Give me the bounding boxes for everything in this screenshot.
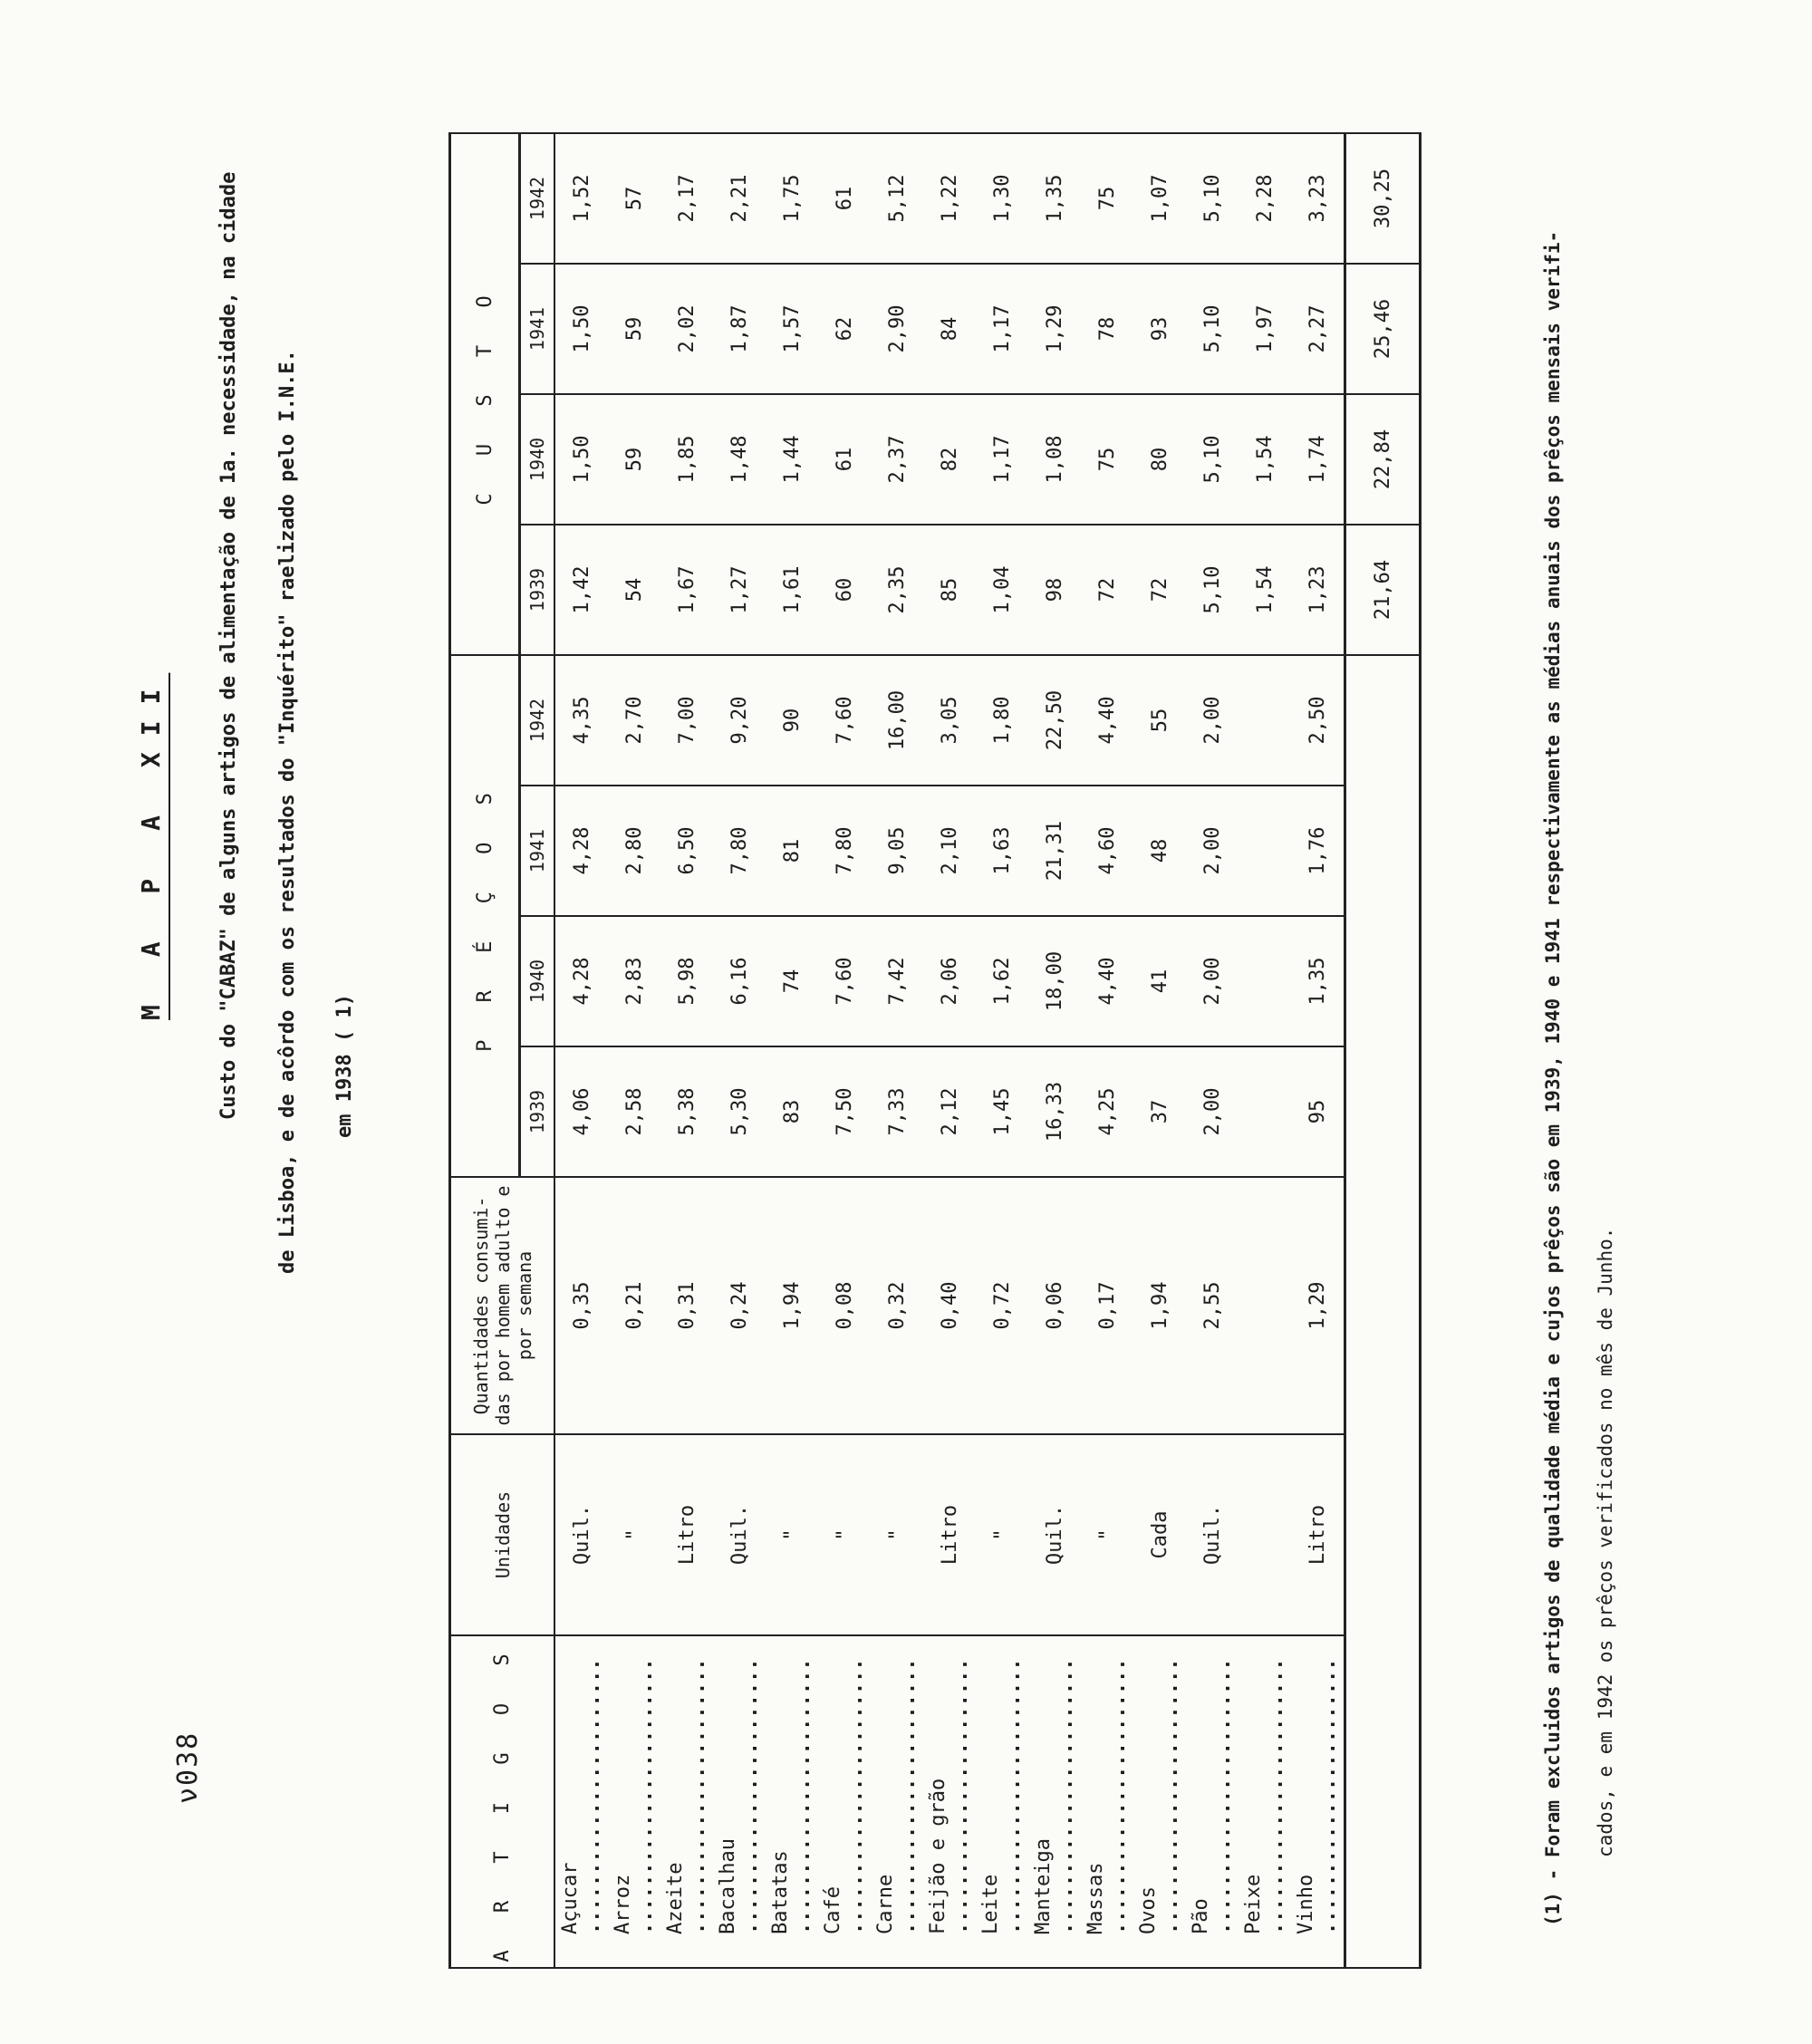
cell-quantidade: 0,40	[923, 1177, 976, 1434]
cell-quantidade: 1,94	[1133, 1177, 1186, 1434]
header-preco-year: 1942	[520, 655, 555, 786]
cell-custo: 60	[818, 525, 871, 655]
header-custo-year: 1942	[520, 133, 555, 264]
cell-custo: 1,54	[1239, 394, 1291, 525]
cell-artigo: Açucar .....	[554, 1635, 608, 1968]
cell-preco: 1,80	[976, 655, 1028, 786]
cell-custo: 2,90	[871, 264, 923, 394]
cell-quantidade: 0,06	[1028, 1177, 1081, 1434]
cell-preco: 95	[1291, 1046, 1345, 1177]
table-row	[923, 133, 976, 1968]
cell-artigo: Ovos .....	[1133, 1635, 1186, 1968]
cell-custo: 72	[1133, 525, 1186, 655]
cell-custo: 1,48	[713, 394, 766, 525]
cell-preco: 4,60	[1081, 786, 1133, 916]
cell-quantidade: 0,32	[871, 1177, 923, 1434]
cell-custo: 1,85	[660, 394, 713, 525]
header-preco-year: 1940	[520, 916, 555, 1046]
cell-custo: 1,57	[766, 264, 818, 394]
cell-custo: 1,08	[1028, 394, 1081, 525]
cell-custo: 1,50	[554, 394, 608, 525]
cell-preco: 16,00	[871, 655, 923, 786]
cell-preco: 2,10	[923, 786, 976, 916]
totals-row	[1345, 133, 1421, 1968]
cell-quantidade: 0,17	[1081, 1177, 1133, 1434]
cell-custo: 1,44	[766, 394, 818, 525]
cell-unidade: Quil.	[713, 1434, 766, 1635]
cell-preco: 6,50	[660, 786, 713, 916]
cell-custo: 1,04	[976, 525, 1028, 655]
cell-quantidade: 0,35	[554, 1177, 608, 1434]
cell-preco	[1239, 1046, 1291, 1177]
cell-custo: 1,54	[1239, 525, 1291, 655]
cell-preco: 1,35	[1291, 916, 1345, 1046]
cell-preco: 2,00	[1186, 916, 1239, 1046]
cell-unidade: Quil.	[1028, 1434, 1081, 1635]
cell-preco: 4,28	[554, 786, 608, 916]
cell-preco: 6,16	[713, 916, 766, 1046]
cell-custo: 2,02	[660, 264, 713, 394]
cell-artigo: Carne .....	[871, 1635, 923, 1968]
cell-artigo: Feijão e grão .....	[923, 1635, 976, 1968]
header-custo-year: 1941	[520, 264, 555, 394]
cell-preco: 55	[1133, 655, 1186, 786]
table-row	[1028, 133, 1081, 1968]
cell-unidade: Litro	[660, 1434, 713, 1635]
cell-quantidade: 0,08	[818, 1177, 871, 1434]
cell-preco: 2,50	[1291, 655, 1345, 786]
cell-custo: 2,21	[713, 133, 766, 264]
cell-quantidade: 0,21	[608, 1177, 660, 1434]
cell-preco	[1239, 786, 1291, 916]
cell-preco: 41	[1133, 916, 1186, 1046]
cell-artigo: Peixe .....	[1239, 1635, 1291, 1968]
cell-custo: 5,10	[1186, 525, 1239, 655]
cell-preco: 2,12	[923, 1046, 976, 1177]
table-row	[976, 133, 1028, 1968]
header-custo-year: 1939	[520, 525, 555, 655]
cell-preco: 4,35	[554, 655, 608, 786]
cell-preco	[1239, 655, 1291, 786]
cell-preco: 7,80	[713, 786, 766, 916]
cell-preco: 7,80	[818, 786, 871, 916]
cell-custo: 84	[923, 264, 976, 394]
cell-preco: 74	[766, 916, 818, 1046]
table-row	[1081, 133, 1133, 1968]
cell-artigo: Bacalhau .....	[713, 1635, 766, 1968]
cell-preco: 7,00	[660, 655, 713, 786]
cell-artigo: Pão .....	[1186, 1635, 1239, 1968]
cell-preco: 2,06	[923, 916, 976, 1046]
cell-preco: 2,80	[608, 786, 660, 916]
cell-artigo: Azeite .....	[660, 1635, 713, 1968]
cell-unidade: "	[608, 1434, 660, 1635]
cell-unidade: "	[766, 1434, 818, 1635]
cell-custo: 5,12	[871, 133, 923, 264]
cell-custo: 1,67	[660, 525, 713, 655]
cell-custo: 54	[608, 525, 660, 655]
cell-preco: 21,31	[1028, 786, 1081, 916]
cell-custo: 2,37	[871, 394, 923, 525]
cell-preco: 16,33	[1028, 1046, 1081, 1177]
table-row	[1239, 133, 1291, 1968]
cell-unidade: "	[871, 1434, 923, 1635]
cell-preco: 7,60	[818, 916, 871, 1046]
header-preco-year: 1941	[520, 786, 555, 916]
cell-custo: 1,42	[554, 525, 608, 655]
table-row	[766, 133, 818, 1968]
cell-unidade: "	[976, 1434, 1028, 1635]
table-row	[1133, 133, 1186, 1968]
cell-quantidade: 0,72	[976, 1177, 1028, 1434]
cell-custo: 1,50	[554, 264, 608, 394]
cell-preco: 7,33	[871, 1046, 923, 1177]
cell-preco: 2,70	[608, 655, 660, 786]
cell-preco: 1,63	[976, 786, 1028, 916]
cell-custo: 2,27	[1291, 264, 1345, 394]
cell-total-custo: 25,46	[1345, 264, 1421, 394]
cell-custo: 1,35	[1028, 133, 1081, 264]
header-precos: P R É Ç O S	[450, 655, 520, 1177]
cell-custo: 5,10	[1186, 394, 1239, 525]
cell-quantidade	[1239, 1177, 1291, 1434]
cell-preco: 1,76	[1291, 786, 1345, 916]
cell-total-custo: 22,84	[1345, 394, 1421, 525]
cell-custo: 98	[1028, 525, 1081, 655]
cell-custo: 1,17	[976, 394, 1028, 525]
cell-preco: 81	[766, 786, 818, 916]
cell-preco: 18,00	[1028, 916, 1081, 1046]
cabaz-table	[448, 132, 1422, 1969]
cell-preco: 22,50	[1028, 655, 1081, 786]
cell-preco: 4,40	[1081, 655, 1133, 786]
cell-artigo: Café .....	[818, 1635, 871, 1968]
cell-custo: 1,27	[713, 525, 766, 655]
cell-preco: 2,58	[608, 1046, 660, 1177]
cell-preco: 9,20	[713, 655, 766, 786]
cell-custo: 59	[608, 264, 660, 394]
cell-custo: 85	[923, 525, 976, 655]
cell-unidade: "	[1081, 1434, 1133, 1635]
cell-custo: 1,23	[1291, 525, 1345, 655]
cell-total-custo: 21,64	[1345, 525, 1421, 655]
table-row	[713, 133, 766, 1968]
cell-quantidade: 0,31	[660, 1177, 713, 1434]
cell-preco: 2,00	[1186, 1046, 1239, 1177]
page-number: ν038	[172, 1731, 204, 1804]
totals-blank	[1345, 655, 1421, 1968]
cell-preco: 4,25	[1081, 1046, 1133, 1177]
cell-preco: 1,62	[976, 916, 1028, 1046]
cell-custo: 75	[1081, 133, 1133, 264]
cell-custo: 2,17	[660, 133, 713, 264]
cell-preco: 7,42	[871, 916, 923, 1046]
cell-custo: 61	[818, 394, 871, 525]
header-preco-year: 1939	[520, 1046, 555, 1177]
cell-preco: 9,05	[871, 786, 923, 916]
header-artigos: A R T I G O S	[450, 1635, 555, 1968]
cell-quantidade: 1,29	[1291, 1177, 1345, 1434]
header-quantidades: Quantidades consumi- das por homem adulto e por semana	[450, 1177, 555, 1434]
cell-preco: 2,00	[1186, 786, 1239, 916]
table-row	[554, 133, 608, 1968]
cell-unidade: Litro	[923, 1434, 976, 1635]
cell-preco: 48	[1133, 786, 1186, 916]
cell-unidade: Quil.	[554, 1434, 608, 1635]
table-body	[554, 133, 1421, 1968]
footnote-line-2: cados, e em 1942 os prêços verificados no mês de Junho.	[1595, 1227, 1616, 1857]
cell-custo: 2,35	[871, 525, 923, 655]
table-row	[1291, 133, 1345, 1968]
cell-custo: 93	[1133, 264, 1186, 394]
header-custo-year: 1940	[520, 394, 555, 525]
cell-unidade: "	[818, 1434, 871, 1635]
cell-preco: 7,50	[818, 1046, 871, 1177]
cell-preco: 4,28	[554, 916, 608, 1046]
cell-preco: 90	[766, 655, 818, 786]
cell-preco: 4,40	[1081, 916, 1133, 1046]
footnote	[1527, 231, 1632, 1926]
cell-preco: 37	[1133, 1046, 1186, 1177]
cell-artigo: Batatas .....	[766, 1635, 818, 1968]
cell-preco: 2,83	[608, 916, 660, 1046]
cell-custo: 61	[818, 133, 871, 264]
cell-quantidade: 0,24	[713, 1177, 766, 1434]
header-custo: C U S T O	[450, 133, 520, 655]
header-unidades: Unidades	[450, 1434, 555, 1635]
cell-quantidade: 1,94	[766, 1177, 818, 1434]
cell-custo: 5,10	[1186, 133, 1239, 264]
cell-preco: 1,45	[976, 1046, 1028, 1177]
cell-custo: 1,17	[976, 264, 1028, 394]
cell-preco: 2,00	[1186, 655, 1239, 786]
cell-custo: 1,87	[713, 264, 766, 394]
table-row	[871, 133, 923, 1968]
cell-custo: 59	[608, 394, 660, 525]
cell-preco	[1239, 916, 1291, 1046]
cell-artigo: Arroz .....	[608, 1635, 660, 1968]
caption-line-3: em 1938 ( 1)	[333, 994, 356, 1138]
cell-total-custo: 30,25	[1345, 133, 1421, 264]
cell-custo: 1,97	[1239, 264, 1291, 394]
cell-custo: 1,75	[766, 133, 818, 264]
cell-custo: 1,29	[1028, 264, 1081, 394]
cell-custo: 82	[923, 394, 976, 525]
cell-preco: 5,38	[660, 1046, 713, 1177]
table-row	[818, 133, 871, 1968]
cell-custo: 57	[608, 133, 660, 264]
caption-line-1: Custo do "CABAZ" de alguns artigos de alimentação de 1a. necessidade, na cidade	[217, 171, 240, 1120]
cell-unidade: Litro	[1291, 1434, 1345, 1635]
cell-preco: 5,98	[660, 916, 713, 1046]
cell-custo: 1,22	[923, 133, 976, 264]
cell-custo: 1,61	[766, 525, 818, 655]
cell-custo: 1,74	[1291, 394, 1345, 525]
cell-custo: 78	[1081, 264, 1133, 394]
cell-artigo: Massas .....	[1081, 1635, 1133, 1968]
cell-custo: 62	[818, 264, 871, 394]
caption-line-2: de Lisboa, e de acôrdo com os resultados do "Inquérito" raelizado pelo I.N.E.	[276, 350, 299, 1274]
cell-quantidade: 2,55	[1186, 1177, 1239, 1434]
cell-custo: 1,07	[1133, 133, 1186, 264]
cell-custo: 2,28	[1239, 133, 1291, 264]
cell-preco: 83	[766, 1046, 818, 1177]
cell-artigo: Manteiga .....	[1028, 1635, 1081, 1968]
table-row	[608, 133, 660, 1968]
cell-custo: 3,23	[1291, 133, 1345, 264]
cell-preco: 4,06	[554, 1046, 608, 1177]
cell-custo: 80	[1133, 394, 1186, 525]
table-row	[660, 133, 713, 1968]
title-wrap	[136, 673, 166, 1020]
cell-unidade: Quil.	[1186, 1434, 1239, 1635]
cell-custo: 1,30	[976, 133, 1028, 264]
cell-custo: 72	[1081, 525, 1133, 655]
cell-artigo: Leite .....	[976, 1635, 1028, 1968]
cell-preco: 5,30	[713, 1046, 766, 1177]
cell-custo: 5,10	[1186, 264, 1239, 394]
cell-preco: 3,05	[923, 655, 976, 786]
table-row	[1186, 133, 1239, 1968]
cell-custo: 75	[1081, 394, 1133, 525]
cell-artigo: Vinho .....	[1291, 1635, 1345, 1968]
footnote-line-1: (1) - Foram excluidos artigos de qualidade média e cujos prêços são em 1939, 1940 e 1941 respectivamente as médias anuais dos prêços mensais verifi-	[1542, 230, 1564, 1926]
cell-custo: 1,52	[554, 133, 608, 264]
cell-unidade: Cada	[1133, 1434, 1186, 1635]
cell-preco: 7,60	[818, 655, 871, 786]
cell-unidade	[1239, 1434, 1291, 1635]
document-title: M A P A XII	[136, 672, 166, 1020]
